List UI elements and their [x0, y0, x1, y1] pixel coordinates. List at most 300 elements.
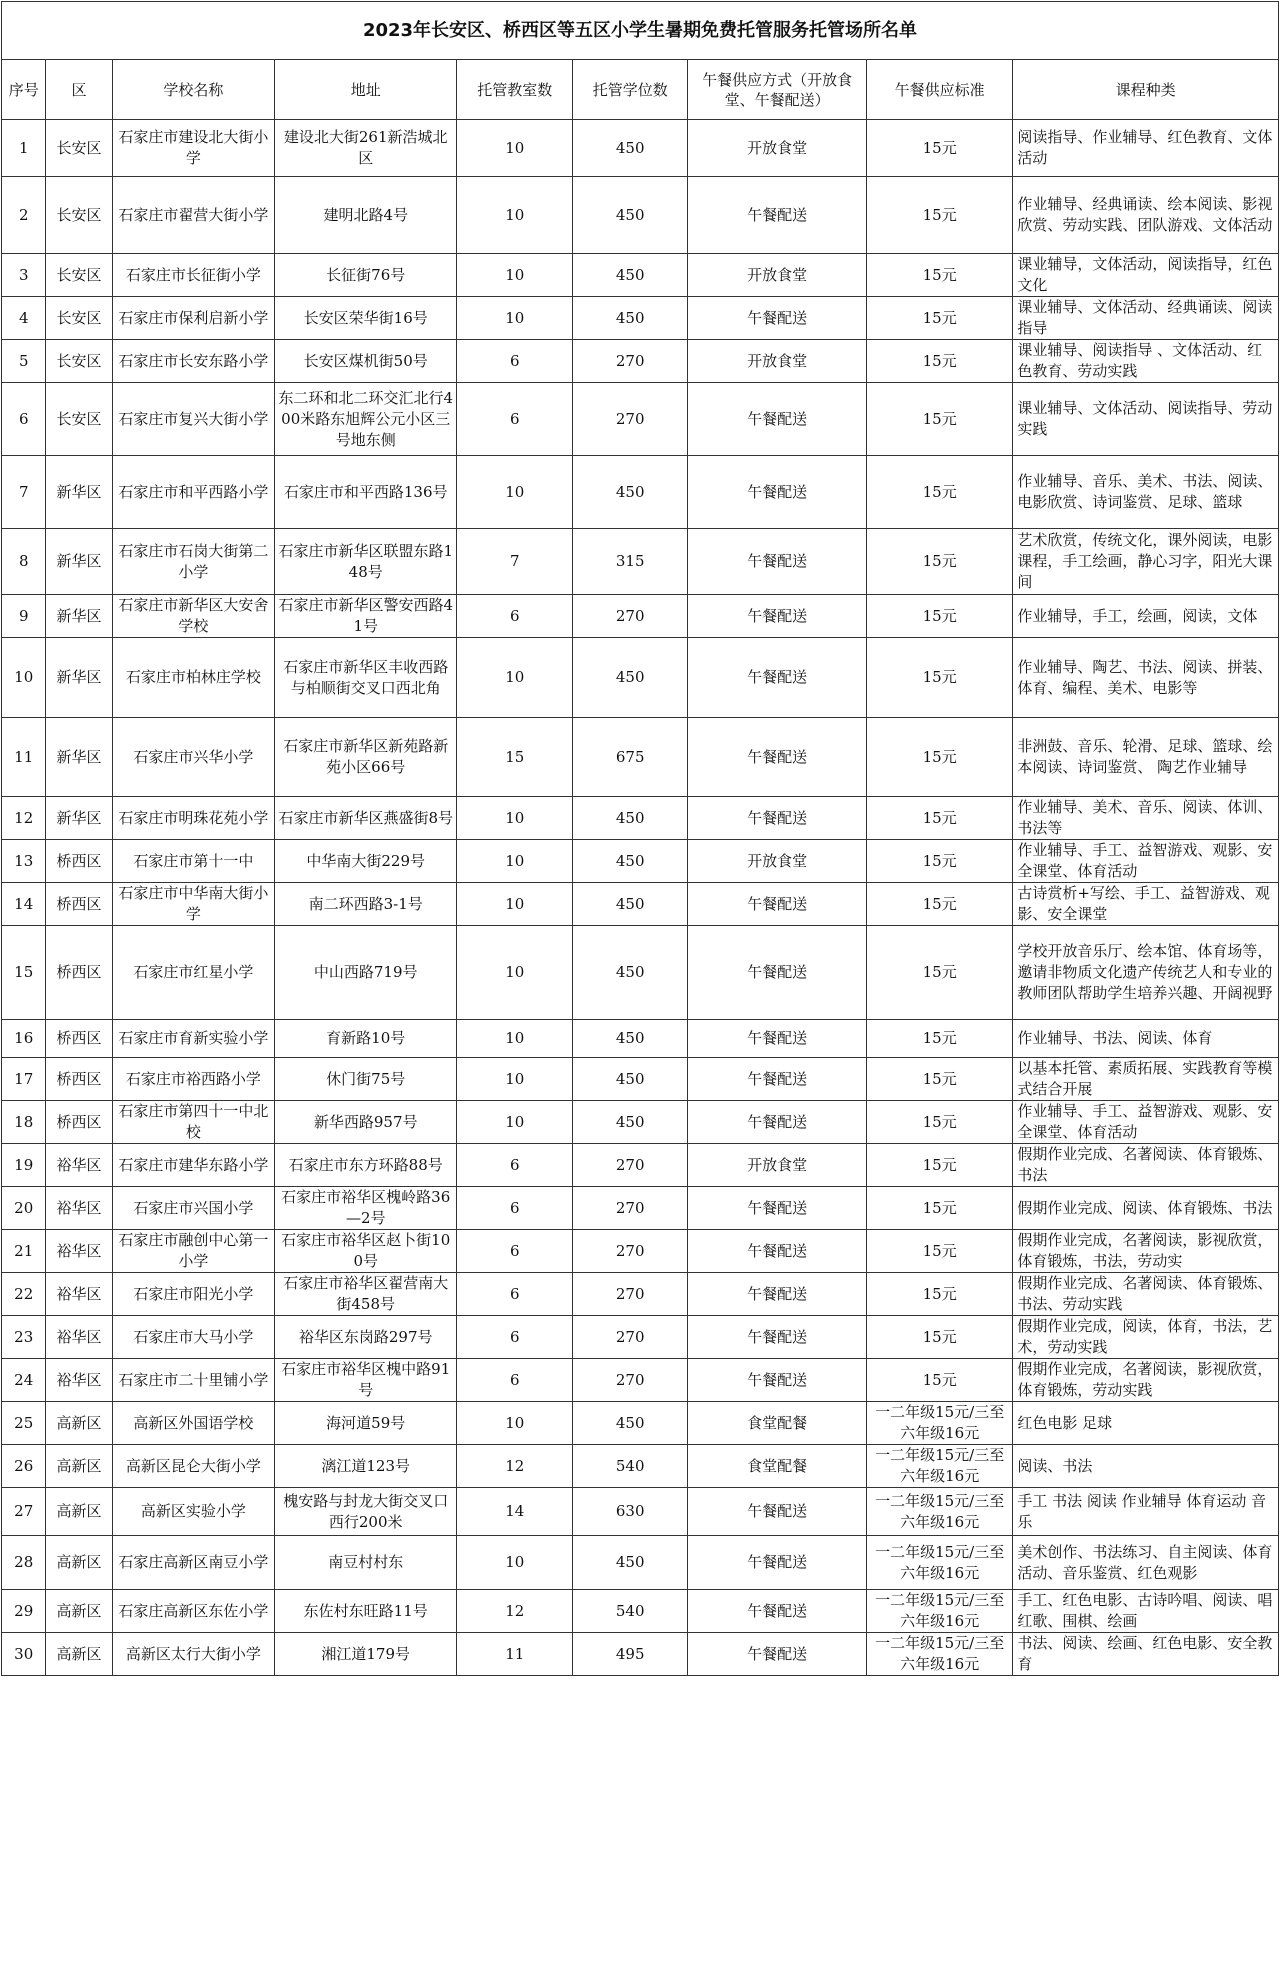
- cell-courses: 书法、阅读、绘画、红色电影、安全教育: [1013, 1633, 1279, 1676]
- cell-school: 石家庄市二十里铺小学: [112, 1359, 275, 1402]
- cell-seats: 540: [573, 1445, 688, 1488]
- cell-address: 休门街75号: [275, 1058, 457, 1101]
- table-row: [2, 1488, 1279, 1536]
- cell-lunch-standard: 15元: [867, 1101, 1013, 1144]
- cell-address: 湘江道179号: [275, 1633, 457, 1676]
- table-body: [2, 120, 1279, 1676]
- cell-seats: 450: [573, 1020, 688, 1058]
- cell-lunch-standard: 15元: [867, 529, 1013, 595]
- cell-school: 石家庄市石岗大街第二小学: [112, 529, 275, 595]
- cell-address: 石家庄市裕华区槐中路91号: [275, 1359, 457, 1402]
- cell-school: 石家庄市红星小学: [112, 926, 275, 1020]
- cell-district: 桥西区: [46, 840, 112, 883]
- cell-seats: 270: [573, 1187, 688, 1230]
- cell-lunch-standard: 15元: [867, 1316, 1013, 1359]
- cell-courses: 以基本托管、素质拓展、实践教育等模式结合开展: [1013, 1058, 1279, 1101]
- cell-lunch-method: 午餐配送: [688, 1633, 867, 1676]
- table-row: [2, 638, 1279, 718]
- cell-lunch-standard: 15元: [867, 1187, 1013, 1230]
- cell-courses: 古诗赏析+写绘、手工、益智游戏、观影、安全课堂: [1013, 883, 1279, 926]
- cell-address: 南豆村村东: [275, 1536, 457, 1590]
- cell-district: 桥西区: [46, 883, 112, 926]
- cell-address: 东二环和北二环交汇北行400米路东旭辉公元小区三号地东侧: [275, 383, 457, 456]
- cell-index: 30: [2, 1633, 46, 1676]
- cell-seats: 450: [573, 1402, 688, 1445]
- cell-district: 长安区: [46, 340, 112, 383]
- cell-lunch-standard: 15元: [867, 1144, 1013, 1187]
- cell-lunch-standard: 15元: [867, 1058, 1013, 1101]
- cell-classrooms: 10: [457, 254, 573, 297]
- cell-lunch-method: 午餐配送: [688, 638, 867, 718]
- cell-index: 21: [2, 1230, 46, 1273]
- cell-school: 石家庄市第四十一中北校: [112, 1101, 275, 1144]
- cell-index: 18: [2, 1101, 46, 1144]
- cell-lunch-method: 午餐配送: [688, 1058, 867, 1101]
- cell-classrooms: 11: [457, 1633, 573, 1676]
- cell-district: 桥西区: [46, 926, 112, 1020]
- cell-index: 25: [2, 1402, 46, 1445]
- cell-school: 石家庄市翟营大街小学: [112, 177, 275, 254]
- cell-address: 石家庄市裕华区赵卜街100号: [275, 1230, 457, 1273]
- cell-lunch-method: 开放食堂: [688, 254, 867, 297]
- cell-lunch-standard: 15元: [867, 177, 1013, 254]
- cell-address: 新华西路957号: [275, 1101, 457, 1144]
- cell-seats: 270: [573, 1144, 688, 1187]
- cell-index: 29: [2, 1590, 46, 1633]
- cell-district: 高新区: [46, 1402, 112, 1445]
- cell-lunch-method: 食堂配餐: [688, 1402, 867, 1445]
- cell-index: 17: [2, 1058, 46, 1101]
- cell-courses: 作业辅导、手工、益智游戏、观影、安全课堂、体育活动: [1013, 1101, 1279, 1144]
- cell-lunch-standard: 15元: [867, 926, 1013, 1020]
- cell-address: 石家庄市新华区新苑路新苑小区66号: [275, 718, 457, 797]
- cell-courses: 课业辅导、阅读指导 、文体活动、红色教育、劳动实践: [1013, 340, 1279, 383]
- cell-seats: 450: [573, 456, 688, 529]
- cell-lunch-standard: 15元: [867, 797, 1013, 840]
- table-row: [2, 297, 1279, 340]
- cell-lunch-standard: 15元: [867, 1230, 1013, 1273]
- cell-seats: 450: [573, 297, 688, 340]
- cell-lunch-standard: 15元: [867, 840, 1013, 883]
- cell-district: 裕华区: [46, 1230, 112, 1273]
- cell-address: 石家庄市裕华区翟营南大街458号: [275, 1273, 457, 1316]
- cell-lunch-method: 午餐配送: [688, 177, 867, 254]
- cell-lunch-method: 午餐配送: [688, 1316, 867, 1359]
- cell-district: 裕华区: [46, 1273, 112, 1316]
- cell-school: 石家庄市育新实验小学: [112, 1020, 275, 1058]
- table-row: [2, 120, 1279, 177]
- cell-lunch-method: 食堂配餐: [688, 1445, 867, 1488]
- cell-district: 长安区: [46, 120, 112, 177]
- table-row: [2, 1187, 1279, 1230]
- cell-index: 28: [2, 1536, 46, 1590]
- cell-district: 高新区: [46, 1590, 112, 1633]
- cell-seats: 495: [573, 1633, 688, 1676]
- header-courses: 课程种类: [1013, 60, 1279, 120]
- cell-school: 石家庄市建设北大街小学: [112, 120, 275, 177]
- cell-classrooms: 7: [457, 529, 573, 595]
- cell-classrooms: 10: [457, 797, 573, 840]
- cell-classrooms: 10: [457, 1058, 573, 1101]
- cell-classrooms: 10: [457, 840, 573, 883]
- cell-school: 石家庄高新区东佐小学: [112, 1590, 275, 1633]
- cell-seats: 270: [573, 595, 688, 638]
- cell-address: 长安区荣华街16号: [275, 297, 457, 340]
- cell-lunch-method: 午餐配送: [688, 1590, 867, 1633]
- cell-school: 石家庄市新华区大安舍学校: [112, 595, 275, 638]
- cell-school: 石家庄市明珠花苑小学: [112, 797, 275, 840]
- cell-index: 20: [2, 1187, 46, 1230]
- cell-classrooms: 10: [457, 1536, 573, 1590]
- cell-school: 石家庄市兴国小学: [112, 1187, 275, 1230]
- cell-district: 长安区: [46, 254, 112, 297]
- cell-school: 石家庄市第十一中: [112, 840, 275, 883]
- cell-district: 高新区: [46, 1633, 112, 1676]
- cell-address: 石家庄市东方环路88号: [275, 1144, 457, 1187]
- cell-classrooms: 10: [457, 1402, 573, 1445]
- header-classrooms: 托管教室数: [457, 60, 573, 120]
- cell-school: 石家庄市中华南大街小学: [112, 883, 275, 926]
- cell-lunch-standard: 15元: [867, 340, 1013, 383]
- cell-lunch-standard: 15元: [867, 254, 1013, 297]
- cell-lunch-standard: 一二年级15元/三至六年级16元: [867, 1402, 1013, 1445]
- cell-district: 新华区: [46, 718, 112, 797]
- cell-seats: 270: [573, 383, 688, 456]
- cell-seats: 450: [573, 638, 688, 718]
- cell-seats: 450: [573, 840, 688, 883]
- cell-classrooms: 6: [457, 1316, 573, 1359]
- table-row: [2, 1101, 1279, 1144]
- table-row: [2, 926, 1279, 1020]
- cell-address: 石家庄市裕华区槐岭路36—2号: [275, 1187, 457, 1230]
- cell-classrooms: 10: [457, 1101, 573, 1144]
- cell-courses: 作业辅导、美术、音乐、阅读、体训、书法等: [1013, 797, 1279, 840]
- cell-index: 16: [2, 1020, 46, 1058]
- cell-courses: 阅读、书法: [1013, 1445, 1279, 1488]
- cell-courses: 课业辅导、文体活动、经典诵读、阅读指导: [1013, 297, 1279, 340]
- cell-lunch-standard: 15元: [867, 1273, 1013, 1316]
- cell-lunch-method: 午餐配送: [688, 1230, 867, 1273]
- cell-lunch-method: 午餐配送: [688, 718, 867, 797]
- cell-index: 5: [2, 340, 46, 383]
- cell-seats: 270: [573, 1316, 688, 1359]
- cell-lunch-method: 午餐配送: [688, 1359, 867, 1402]
- cell-lunch-method: 午餐配送: [688, 456, 867, 529]
- cell-lunch-method: 开放食堂: [688, 840, 867, 883]
- table-row: [2, 1273, 1279, 1316]
- cell-school: 高新区太行大街小学: [112, 1633, 275, 1676]
- cell-courses: 课业辅导、文体活动、阅读指导、劳动实践: [1013, 383, 1279, 456]
- cell-address: 石家庄市新华区燕盛街8号: [275, 797, 457, 840]
- table-row: [2, 1402, 1279, 1445]
- cell-school: 石家庄市阳光小学: [112, 1273, 275, 1316]
- cell-address: 漓江道123号: [275, 1445, 457, 1488]
- cell-school: 石家庄高新区南豆小学: [112, 1536, 275, 1590]
- cell-school: 高新区外国语学校: [112, 1402, 275, 1445]
- cell-lunch-standard: 一二年级15元/三至六年级16元: [867, 1445, 1013, 1488]
- cell-lunch-standard: 15元: [867, 383, 1013, 456]
- cell-classrooms: 10: [457, 1020, 573, 1058]
- cell-classrooms: 10: [457, 883, 573, 926]
- cell-courses: 假期作业完成，名著阅读，影视欣赏，体育锻炼，书法，劳动实: [1013, 1230, 1279, 1273]
- cell-address: 石家庄市和平西路136号: [275, 456, 457, 529]
- cell-lunch-standard: 一二年级15元/三至六年级16元: [867, 1633, 1013, 1676]
- cell-classrooms: 10: [457, 926, 573, 1020]
- cell-lunch-method: 午餐配送: [688, 926, 867, 1020]
- cell-seats: 450: [573, 1536, 688, 1590]
- cell-classrooms: 6: [457, 1359, 573, 1402]
- cell-address: 石家庄市新华区丰收西路与柏顺街交叉口西北角: [275, 638, 457, 718]
- header-district: 区: [46, 60, 112, 120]
- cell-index: 12: [2, 797, 46, 840]
- cell-lunch-method: 午餐配送: [688, 1187, 867, 1230]
- cell-district: 长安区: [46, 297, 112, 340]
- cell-address: 槐安路与封龙大街交叉口西行200米: [275, 1488, 457, 1536]
- cell-district: 新华区: [46, 595, 112, 638]
- document-title: 2023年长安区、桥西区等五区小学生暑期免费托管服务托管场所名单: [2, 2, 1279, 60]
- cell-index: 22: [2, 1273, 46, 1316]
- table-row: [2, 383, 1279, 456]
- cell-classrooms: 10: [457, 638, 573, 718]
- cell-school: 石家庄市长征街小学: [112, 254, 275, 297]
- cell-address: 长征街76号: [275, 254, 457, 297]
- header-address: 地址: [275, 60, 457, 120]
- cell-school: 石家庄市和平西路小学: [112, 456, 275, 529]
- table-row: [2, 177, 1279, 254]
- cell-courses: 非洲鼓、音乐、轮滑、足球、篮球、绘本阅读、诗词鉴赏、 陶艺作业辅导: [1013, 718, 1279, 797]
- cell-address: 中山西路719号: [275, 926, 457, 1020]
- cell-lunch-method: 开放食堂: [688, 1144, 867, 1187]
- cell-courses: 作业辅导、音乐、美术、书法、阅读、电影欣赏、诗词鉴赏、足球、篮球: [1013, 456, 1279, 529]
- cell-lunch-standard: 一二年级15元/三至六年级16元: [867, 1536, 1013, 1590]
- cell-address: 南二环西路3-1号: [275, 883, 457, 926]
- cell-lunch-method: 午餐配送: [688, 1020, 867, 1058]
- cell-address: 中华南大街229号: [275, 840, 457, 883]
- cell-lunch-standard: 15元: [867, 120, 1013, 177]
- cell-seats: 450: [573, 1101, 688, 1144]
- table-row: [2, 1230, 1279, 1273]
- cell-index: 15: [2, 926, 46, 1020]
- cell-lunch-method: 午餐配送: [688, 1101, 867, 1144]
- cell-seats: 270: [573, 340, 688, 383]
- cell-seats: 270: [573, 1273, 688, 1316]
- cell-district: 高新区: [46, 1488, 112, 1536]
- table-row: [2, 529, 1279, 595]
- cell-classrooms: 6: [457, 1273, 573, 1316]
- table-row: [2, 1536, 1279, 1590]
- cell-address: 裕华区东岗路297号: [275, 1316, 457, 1359]
- cell-school: 石家庄市柏林庄学校: [112, 638, 275, 718]
- cell-index: 11: [2, 718, 46, 797]
- cell-classrooms: 6: [457, 340, 573, 383]
- table-row: [2, 1144, 1279, 1187]
- cell-district: 桥西区: [46, 1058, 112, 1101]
- table-row: [2, 1020, 1279, 1058]
- schedule-document: [1, 1, 1279, 1676]
- cell-address: 石家庄市新华区警安西路41号: [275, 595, 457, 638]
- cell-school: 石家庄市建华东路小学: [112, 1144, 275, 1187]
- cell-courses: 课业辅导，文体活动，阅读指导，红色文化: [1013, 254, 1279, 297]
- cell-index: 6: [2, 383, 46, 456]
- cell-lunch-standard: 15元: [867, 883, 1013, 926]
- cell-index: 26: [2, 1445, 46, 1488]
- table-row: [2, 883, 1279, 926]
- cell-lunch-standard: 15元: [867, 595, 1013, 638]
- cell-lunch-standard: 一二年级15元/三至六年级16元: [867, 1488, 1013, 1536]
- cell-school: 石家庄市融创中心第一小学: [112, 1230, 275, 1273]
- cell-seats: 450: [573, 254, 688, 297]
- cell-classrooms: 6: [457, 1144, 573, 1187]
- cell-lunch-method: 午餐配送: [688, 797, 867, 840]
- cell-index: 23: [2, 1316, 46, 1359]
- cell-seats: 450: [573, 120, 688, 177]
- cell-index: 8: [2, 529, 46, 595]
- cell-courses: 假期作业完成、阅读、体育锻炼、书法: [1013, 1187, 1279, 1230]
- cell-courses: 艺术欣赏，传统文化，课外阅读，电影课程，手工绘画，静心习字，阳光大课间: [1013, 529, 1279, 595]
- cell-classrooms: 10: [457, 456, 573, 529]
- cell-district: 高新区: [46, 1536, 112, 1590]
- cell-courses: 作业辅导、手工、益智游戏、观影、安全课堂、体育活动: [1013, 840, 1279, 883]
- header-lunch-standard: 午餐供应标准: [867, 60, 1013, 120]
- cell-district: 新华区: [46, 529, 112, 595]
- cell-address: 建明北路4号: [275, 177, 457, 254]
- cell-school: 石家庄市保利启新小学: [112, 297, 275, 340]
- cell-classrooms: 10: [457, 120, 573, 177]
- cell-lunch-method: 午餐配送: [688, 1488, 867, 1536]
- cell-lunch-standard: 一二年级15元/三至六年级16元: [867, 1590, 1013, 1633]
- cell-index: 9: [2, 595, 46, 638]
- cell-district: 桥西区: [46, 1020, 112, 1058]
- cell-courses: 手工 书法 阅读 作业辅导 体育运动 音乐: [1013, 1488, 1279, 1536]
- cell-address: 海河道59号: [275, 1402, 457, 1445]
- cell-seats: 270: [573, 1230, 688, 1273]
- cell-school: 石家庄市裕西路小学: [112, 1058, 275, 1101]
- cell-school: 石家庄市大马小学: [112, 1316, 275, 1359]
- cell-school: 石家庄市兴华小学: [112, 718, 275, 797]
- cell-index: 2: [2, 177, 46, 254]
- cell-lunch-method: 午餐配送: [688, 1536, 867, 1590]
- cell-courses: 阅读指导、作业辅导、红色教育、文体活动: [1013, 120, 1279, 177]
- cell-classrooms: 15: [457, 718, 573, 797]
- cell-classrooms: 12: [457, 1445, 573, 1488]
- cell-courses: 手工、红色电影、古诗吟唱、阅读、唱红歌、围棋、绘画: [1013, 1590, 1279, 1633]
- cell-school: 石家庄市长安东路小学: [112, 340, 275, 383]
- cell-lunch-standard: 15元: [867, 1359, 1013, 1402]
- cell-classrooms: 6: [457, 383, 573, 456]
- cell-index: 19: [2, 1144, 46, 1187]
- cell-district: 长安区: [46, 383, 112, 456]
- cell-lunch-standard: 15元: [867, 638, 1013, 718]
- cell-courses: 红色电影 足球: [1013, 1402, 1279, 1445]
- cell-address: 长安区煤机街50号: [275, 340, 457, 383]
- cell-courses: 假期作业完成、名著阅读、体育锻炼、书法、劳动实践: [1013, 1273, 1279, 1316]
- cell-seats: 450: [573, 926, 688, 1020]
- cell-lunch-standard: 15元: [867, 297, 1013, 340]
- cell-courses: 作业辅导，手工，绘画，阅读，文体: [1013, 595, 1279, 638]
- cell-lunch-standard: 15元: [867, 1020, 1013, 1058]
- cell-school: 石家庄市复兴大街小学: [112, 383, 275, 456]
- table-row: [2, 718, 1279, 797]
- cell-lunch-method: 午餐配送: [688, 383, 867, 456]
- cell-classrooms: 12: [457, 1590, 573, 1633]
- table-row: [2, 1445, 1279, 1488]
- cell-district: 桥西区: [46, 1101, 112, 1144]
- cell-school: 高新区昆仑大街小学: [112, 1445, 275, 1488]
- cell-index: 1: [2, 120, 46, 177]
- cell-district: 裕华区: [46, 1316, 112, 1359]
- cell-courses: 作业辅导、书法、阅读、体育: [1013, 1020, 1279, 1058]
- cell-district: 长安区: [46, 177, 112, 254]
- cell-classrooms: 14: [457, 1488, 573, 1536]
- cell-classrooms: 10: [457, 177, 573, 254]
- table-row: [2, 1590, 1279, 1633]
- cell-lunch-method: 午餐配送: [688, 883, 867, 926]
- table-header-row: [2, 60, 1279, 120]
- cell-lunch-method: 午餐配送: [688, 595, 867, 638]
- header-index: 序号: [2, 60, 46, 120]
- cell-seats: 540: [573, 1590, 688, 1633]
- cell-district: 新华区: [46, 456, 112, 529]
- table-row: [2, 595, 1279, 638]
- table-row: [2, 840, 1279, 883]
- table-row: [2, 1633, 1279, 1676]
- cell-index: 24: [2, 1359, 46, 1402]
- cell-lunch-method: 午餐配送: [688, 1273, 867, 1316]
- table-row: [2, 1359, 1279, 1402]
- cell-lunch-method: 午餐配送: [688, 529, 867, 595]
- cell-index: 27: [2, 1488, 46, 1536]
- schools-table: [1, 1, 1279, 1676]
- table-row: [2, 1058, 1279, 1101]
- cell-address: 育新路10号: [275, 1020, 457, 1058]
- cell-seats: 270: [573, 1359, 688, 1402]
- cell-address: 建设北大街261新浩城北区: [275, 120, 457, 177]
- cell-courses: 假期作业完成，名著阅读，影视欣赏，体育锻炼，劳动实践: [1013, 1359, 1279, 1402]
- cell-classrooms: 10: [457, 297, 573, 340]
- cell-index: 10: [2, 638, 46, 718]
- cell-school: 高新区实验小学: [112, 1488, 275, 1536]
- cell-lunch-method: 开放食堂: [688, 120, 867, 177]
- cell-seats: 450: [573, 797, 688, 840]
- cell-district: 裕华区: [46, 1187, 112, 1230]
- cell-index: 13: [2, 840, 46, 883]
- table-row: [2, 1316, 1279, 1359]
- table-row: [2, 340, 1279, 383]
- cell-seats: 450: [573, 883, 688, 926]
- cell-district: 新华区: [46, 797, 112, 840]
- cell-district: 新华区: [46, 638, 112, 718]
- cell-lunch-method: 开放食堂: [688, 340, 867, 383]
- cell-courses: 作业辅导、经典诵读、绘本阅读、影视欣赏、劳动实践、团队游戏、文体活动: [1013, 177, 1279, 254]
- header-school: 学校名称: [112, 60, 275, 120]
- header-seats: 托管学位数: [573, 60, 688, 120]
- cell-classrooms: 6: [457, 1187, 573, 1230]
- cell-lunch-method: 午餐配送: [688, 297, 867, 340]
- cell-seats: 450: [573, 1058, 688, 1101]
- cell-index: 4: [2, 297, 46, 340]
- cell-lunch-standard: 15元: [867, 456, 1013, 529]
- cell-seats: 315: [573, 529, 688, 595]
- cell-district: 裕华区: [46, 1359, 112, 1402]
- cell-lunch-standard: 15元: [867, 718, 1013, 797]
- cell-courses: 美术创作、书法练习、自主阅读、体育活动、音乐鉴赏、红色观影: [1013, 1536, 1279, 1590]
- header-lunch-method: 午餐供应方式（开放食堂、午餐配送）: [688, 60, 867, 120]
- table-row: [2, 254, 1279, 297]
- cell-courses: 学校开放音乐厅、绘本馆、体育场等，邀请非物质文化遗产传统艺人和专业的教师团队帮助学生培养兴趣、开阔视野: [1013, 926, 1279, 1020]
- cell-index: 3: [2, 254, 46, 297]
- table-row: [2, 456, 1279, 529]
- cell-district: 裕华区: [46, 1144, 112, 1187]
